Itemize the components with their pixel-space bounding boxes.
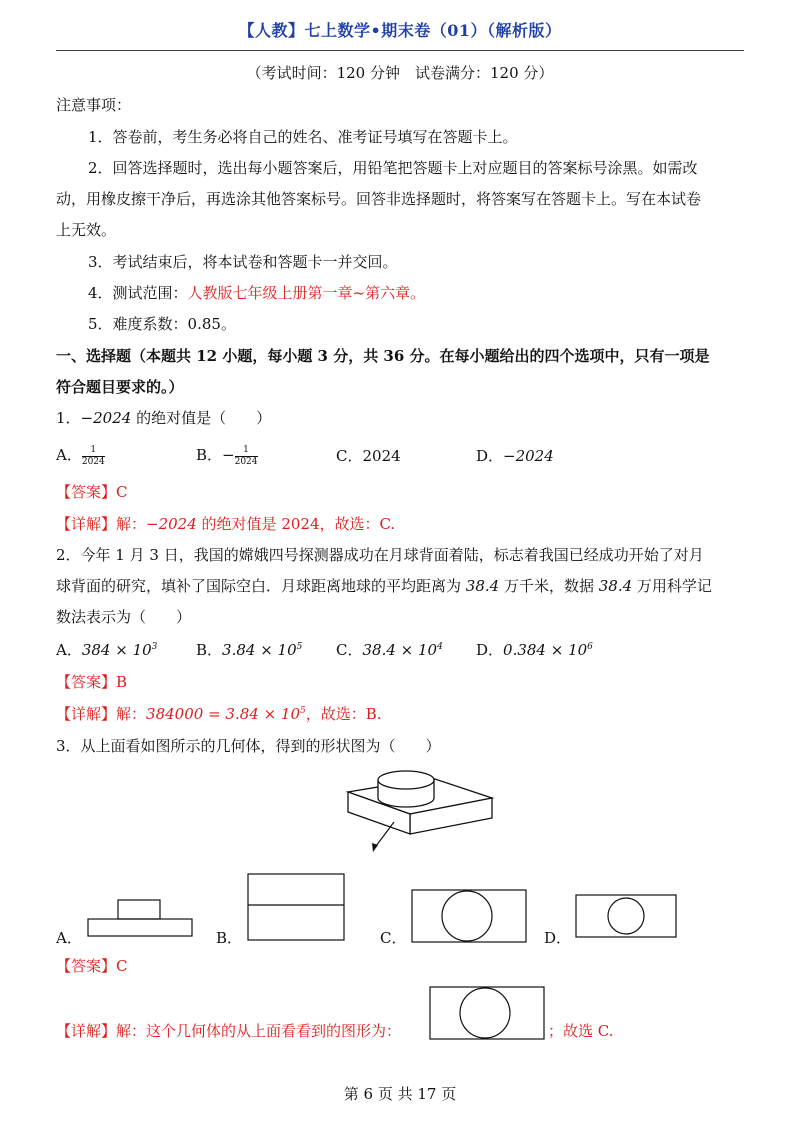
q3-stem: 3．从上面看如图所示的几何体，得到的形状图为（ ） — [56, 737, 441, 755]
q3-option-c-label: C． — [380, 929, 407, 947]
fraction-denominator: 2024 — [234, 456, 258, 467]
detail-text: 解：这个几何体的从上面看看到的图形为： — [116, 1022, 402, 1040]
notes-heading: 注意事项： — [56, 96, 132, 114]
option-label: B． — [196, 641, 223, 659]
q1-option-a-label: A． — [56, 446, 82, 464]
q1-answer: 【答案】C — [56, 483, 128, 501]
q2-option-a — [56, 639, 157, 661]
q1-option-b-fraction — [235, 445, 258, 468]
note-5: 5．难度系数：0.85。 — [88, 315, 236, 333]
option-math: 0.384 × 10 — [503, 641, 588, 659]
option-math: 384 × 10 — [81, 641, 152, 659]
q1-option-a-fraction — [82, 445, 105, 468]
option-exponent: 6 — [587, 642, 593, 652]
option-exponent: 5 — [296, 642, 303, 652]
q1-math: −2024 — [80, 409, 132, 427]
q3-explanation-tail: ；故选 C. — [548, 1022, 614, 1040]
q2-option-d — [476, 639, 593, 661]
header-divider — [56, 50, 744, 51]
q2-stem-line-3: 数法表示为（ ） — [56, 608, 192, 626]
page-number: 第 6 页 共 17 页 — [343, 1085, 457, 1103]
detail-text: 解： — [116, 705, 147, 723]
q1-option-b-label: B．− — [196, 446, 235, 464]
q3-option-a-figure — [86, 898, 194, 938]
fraction-numerator: 1 — [235, 445, 258, 457]
option-label: A． — [56, 641, 82, 659]
option-exponent: 3 — [151, 642, 158, 652]
q2-explanation — [56, 703, 382, 725]
option-math: 38.4 × 10 — [362, 641, 438, 659]
q2-option-b — [196, 639, 302, 661]
note-3: 3．考试结束后，将本试卷和答题卡一并交回。 — [88, 253, 398, 271]
q1-number: 1． — [56, 409, 81, 427]
q3-option-b-label: B． — [216, 929, 243, 947]
q1-option-b — [196, 444, 258, 468]
note-1: 1．答卷前，考生务必将自己的姓名、准考证号填写在答题卡上。 — [88, 128, 518, 146]
fraction-numerator: 1 — [82, 445, 105, 457]
q2-text: 万用科学记 — [632, 577, 712, 595]
q2-math: 38.4 — [465, 577, 500, 595]
q1-option-a — [56, 444, 105, 468]
fraction-denominator: 2024 — [81, 456, 105, 467]
q2-answer: 【答案】B — [56, 673, 128, 691]
detail-math: −2024 — [146, 515, 197, 533]
q3-option-c-figure — [410, 888, 528, 944]
q2-option-c — [336, 639, 443, 661]
section-heading-line-2: 符合题目要求的。） — [56, 378, 184, 396]
detail-math: 384000 = 3.84 × 10 — [146, 705, 300, 723]
solid-figure — [340, 760, 520, 860]
q1-option-c: C．2024 — [336, 447, 401, 465]
detail-exponent: 5 — [300, 706, 306, 716]
note-4-prefix: 4．测试范围： — [88, 284, 188, 302]
q1-option-d-label: D． — [476, 447, 504, 465]
note-2-line-3: 上无效。 — [56, 221, 117, 239]
q2-text: 球背面的研究，填补了国际空白．月球距离地球的平均距离为 — [56, 577, 466, 595]
q1-stem — [56, 407, 271, 429]
note-4-range: 人教版七年级上册第一章~第六章。 — [187, 284, 426, 302]
detail-tag: 【详解】 — [56, 515, 117, 533]
detail-text: ，故选：B. — [305, 705, 382, 723]
q1-stem-text: 的绝对值是（ ） — [131, 409, 272, 427]
q3-answer: 【答案】C — [56, 957, 128, 975]
q3-option-d-label: D． — [544, 929, 572, 947]
q1-option-d-math: −2024 — [503, 447, 554, 465]
note-2-line-1: 2．回答选择题时，选出每小题答案后，用铅笔把答题卡上对应题目的答案标号涂黑。如需改 — [88, 159, 698, 177]
exam-info: （考试时间：120 分钟 试卷满分：120 分） — [246, 64, 554, 82]
q3-option-b-figure — [246, 872, 346, 942]
option-exponent: 4 — [437, 642, 443, 652]
q3-explanation — [56, 1020, 401, 1042]
option-label: C． — [336, 641, 363, 659]
q3-option-a-label: A． — [56, 929, 82, 947]
section-heading-line-1: 一、选择题（本题共 12 小题，每小题 3 分，共 36 分。在每小题给出的四个选项中，只有一项是 — [56, 347, 710, 365]
q2-text: 万千米，数据 — [499, 577, 599, 595]
detail-text: 的绝对值是 2024，故选：C. — [196, 515, 396, 533]
option-math: 3.84 × 10 — [222, 641, 297, 659]
q2-stem-line-1: 2．今年 1 月 3 日，我国的嫦娥四号探测器成功在月球背面着陆，标志着我国已经成功开始了对月 — [56, 546, 704, 564]
q1-explanation — [56, 513, 395, 535]
page-header-title: 【人教】七上数学•期末卷（01）（解析版） — [238, 21, 562, 40]
q3-option-d-figure — [574, 893, 678, 939]
option-label: D． — [476, 641, 504, 659]
detail-text: 解： — [116, 515, 147, 533]
q1-option-d — [476, 445, 554, 467]
detail-tag: 【详解】 — [56, 705, 117, 723]
note-2-line-2: 动，用橡皮擦干净后，再选涂其他答案标号。回答非选择题时，将答案写在答题卡上。写在本试卷 — [56, 190, 702, 208]
detail-tag: 【详解】 — [56, 1022, 117, 1040]
note-4 — [88, 282, 425, 304]
q2-math: 38.4 — [598, 577, 633, 595]
q3-explanation-figure — [428, 985, 546, 1041]
q2-stem-line-2 — [56, 575, 712, 597]
